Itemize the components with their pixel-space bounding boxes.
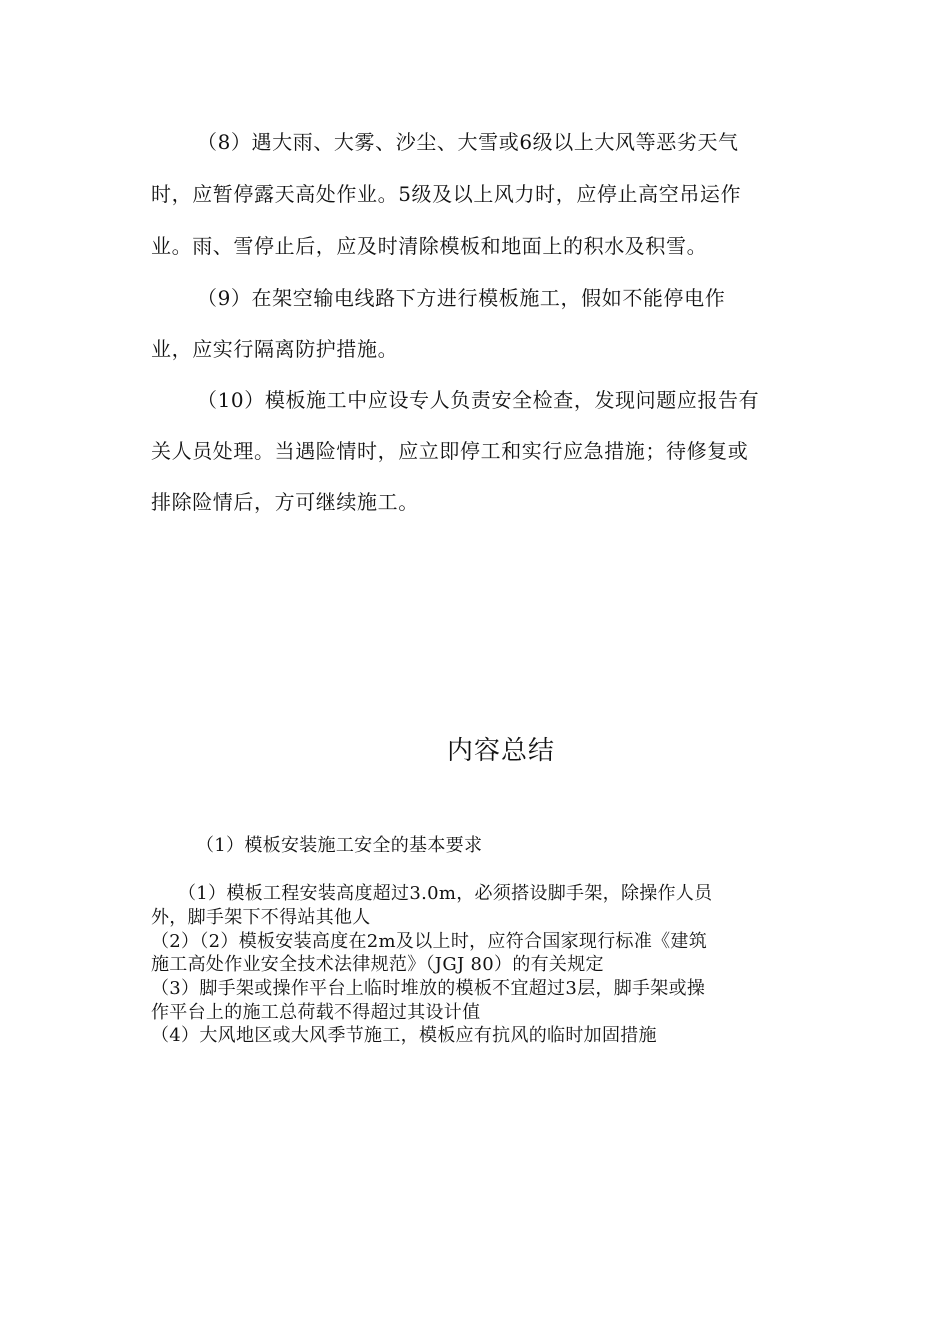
summary-item-4-line-1: （4）大风地区或大风季节施工，模板应有抗风的临时加固措施: [151, 1025, 657, 1046]
paragraph-8-line-3: 业。雨、雪停止后，应及时清除模板和地面上的积水及积雪。: [151, 234, 708, 258]
summary-title: 内容总结: [447, 736, 556, 766]
paragraph-8-line-2: 时，应暂停露天高处作业。5级及以上风力时，应停止高空吊运作: [151, 182, 742, 206]
paragraph-10-line-2: 关人员处理。当遇险情时，应立即停工和实行应急措施；待修复或: [151, 439, 749, 463]
summary-heading: （1）模板安装施工安全的基本要求: [196, 835, 483, 856]
summary-item-2-line-1: （2）（2）模板安装高度在2m及以上时，应符合国家现行标准《建筑: [151, 931, 708, 952]
paragraph-9-line-1: （9）在架空输电线路下方进行模板施工，假如不能停电作: [197, 286, 726, 310]
paragraph-9-line-2: 业，应实行隔离防护措施。: [151, 337, 399, 361]
paragraph-8-line-1: （8）遇大雨、大雾、沙尘、大雪或6级以上大风等恶劣天气: [197, 130, 739, 154]
summary-item-3-line-1: （3）脚手架或操作平台上临时堆放的模板不宜超过3层，脚手架或操: [151, 978, 706, 999]
paragraph-10-line-3: 排除险情后，方可继续施工。: [151, 490, 419, 514]
summary-item-2-line-2: 施工高处作业安全技术法律规范》（JGJ 80）的有关规定: [151, 954, 604, 975]
summary-item-1-line-1: （1）模板工程安装高度超过3.0m，必须搭设脚手架，除操作人员: [178, 883, 713, 904]
paragraph-10-line-1: （10）模板施工中应设专人负责安全检查，发现问题应报告有: [197, 388, 760, 412]
summary-item-1-line-2: 外，脚手架下不得站其他人: [151, 907, 371, 928]
summary-item-3-line-2: 作平台上的施工总荷载不得超过其设计值: [151, 1002, 481, 1023]
